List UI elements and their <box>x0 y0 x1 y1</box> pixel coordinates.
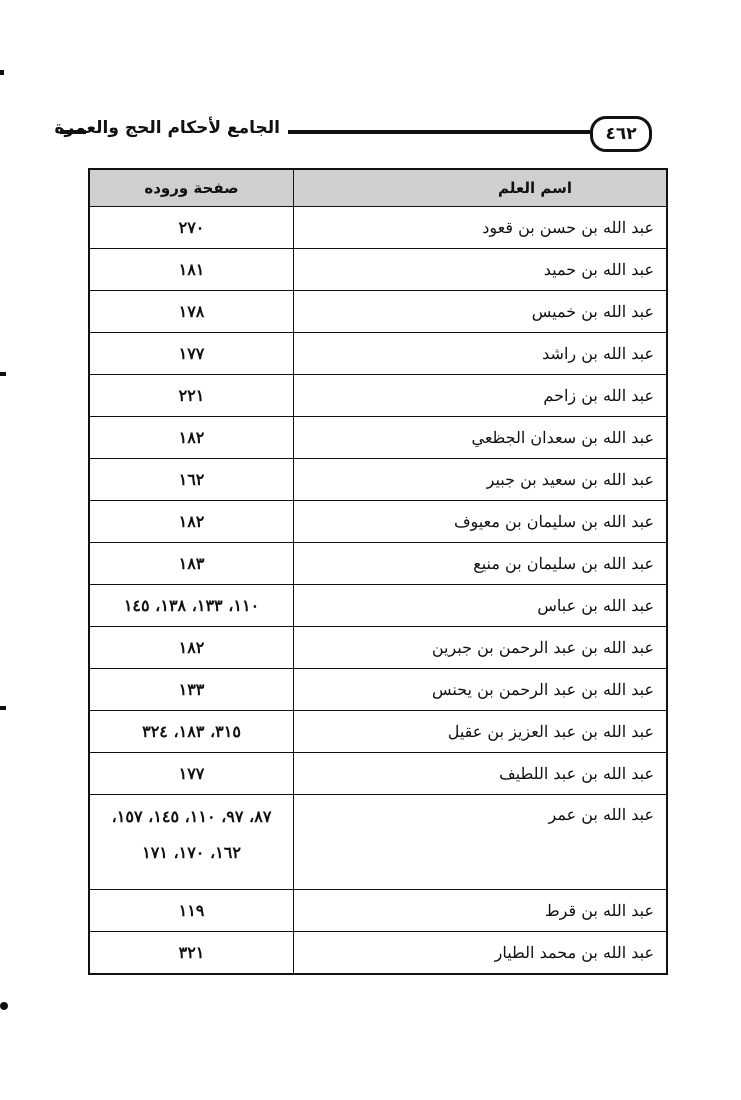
page-refs: ١٧٧ <box>89 753 294 795</box>
person-name: عبد الله بن عبد الرحمن بن يحنس <box>294 669 668 711</box>
running-header <box>54 112 666 152</box>
page-refs: ٢٢١ <box>89 375 294 417</box>
table-row <box>89 932 667 975</box>
scan-mark <box>0 706 6 710</box>
column-header-name: اسم العلم <box>294 169 668 207</box>
page-refs: ١٧٨ <box>89 291 294 333</box>
page-refs: ١٣٣ <box>89 669 294 711</box>
page-refs: ١٨١ <box>89 249 294 291</box>
table-row <box>89 585 667 627</box>
page-refs: ١١٩ <box>89 890 294 932</box>
page-refs: ١٦٢ <box>89 459 294 501</box>
page-number: ٤٦٢ <box>590 116 652 152</box>
person-name: عبد الله بن سليمان بن منيع <box>294 543 668 585</box>
table-header-row <box>89 169 667 207</box>
person-name: عبد الله بن عبد اللطيف <box>294 753 668 795</box>
page-refs: ١٨٢ <box>89 627 294 669</box>
table-row <box>89 627 667 669</box>
person-name: عبد الله بن راشد <box>294 333 668 375</box>
table-row <box>89 417 667 459</box>
table-row <box>89 890 667 932</box>
person-name: عبد الله بن عبد الرحمن بن جبرين <box>294 627 668 669</box>
page-refs: ٢٧٠ <box>89 207 294 249</box>
table-row <box>89 333 667 375</box>
page-refs: ٣٢١ <box>89 932 294 975</box>
person-name: عبد الله بن عبد العزيز بن عقيل <box>294 711 668 753</box>
scan-mark <box>0 70 4 75</box>
person-name: عبد الله بن محمد الطيار <box>294 932 668 975</box>
table-row <box>89 459 667 501</box>
table-row <box>89 291 667 333</box>
table-row <box>89 501 667 543</box>
page-refs: ١٨٣ <box>89 543 294 585</box>
index-table <box>88 168 668 975</box>
page-refs: ٨٧، ٩٧، ١١٠، ١٤٥، ١٥٧، ١٦٢، ١٧٠، ١٧١ <box>89 795 294 890</box>
page-refs: ١٨٢ <box>89 417 294 459</box>
table-row <box>89 753 667 795</box>
column-header-pages: صفحة وروده <box>89 169 294 207</box>
person-name: عبد الله بن سعدان الجظعي <box>294 417 668 459</box>
table-row <box>89 543 667 585</box>
scan-mark <box>0 1002 8 1010</box>
page-refs: ٣١٥، ١٨٣، ٣٢٤ <box>89 711 294 753</box>
person-name: عبد الله بن حميد <box>294 249 668 291</box>
table-row <box>89 249 667 291</box>
table-row <box>89 375 667 417</box>
scan-mark <box>0 372 6 376</box>
book-title: الجامع لأحكام الحج والعمرة <box>54 118 280 138</box>
person-name: عبد الله بن حسن بن قعود <box>294 207 668 249</box>
table-row <box>89 711 667 753</box>
page-refs: ١٧٧ <box>89 333 294 375</box>
table-row <box>89 207 667 249</box>
person-name: عبد الله بن عمر <box>294 795 668 890</box>
table-row <box>89 669 667 711</box>
person-name: عبد الله بن عباس <box>294 585 668 627</box>
person-name: عبد الله بن زاحم <box>294 375 668 417</box>
person-name: عبد الله بن قرط <box>294 890 668 932</box>
table-row <box>89 795 667 890</box>
header-rule-right <box>288 130 640 134</box>
person-name: عبد الله بن سعيد بن جبير <box>294 459 668 501</box>
person-name: عبد الله بن خميس <box>294 291 668 333</box>
person-name: عبد الله بن سليمان بن معيوف <box>294 501 668 543</box>
page-refs: ١١٠، ١٣٣، ١٣٨، ١٤٥ <box>89 585 294 627</box>
page-refs: ١٨٢ <box>89 501 294 543</box>
